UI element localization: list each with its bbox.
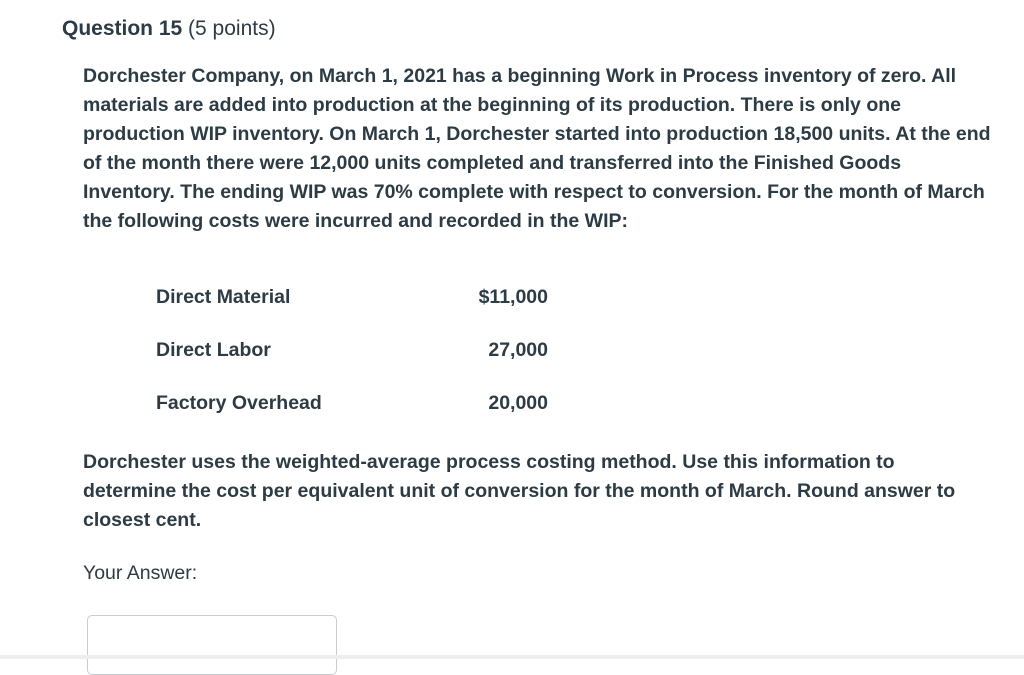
question-title: Question 15 — [62, 17, 183, 40]
question-points: (5 points) — [188, 17, 276, 40]
cost-value: 27,000 — [488, 339, 548, 361]
cost-label: Factory Overhead — [156, 392, 322, 414]
question-header — [62, 14, 276, 44]
cost-row-direct-labor — [156, 339, 556, 392]
cost-label: Direct Material — [156, 286, 291, 308]
question-body-text: Dorchester Company, on March 1, 2021 has a beginning Work in Process inventory of zero. All materials are added into production at the beginning of its production. There is only one production WIP inventory. On March 1, Dorchester started into production 18,500 units. At the end of the month there were 12,000 units completed and transferred into the Finished Goods Inventory. The ending WIP was 70% complete with respect to conversion. For the month of March the following costs were incurred and recorded in the WIP: — [83, 65, 991, 232]
answer-label: Your Answer: — [83, 562, 198, 584]
cost-value: $11,000 — [478, 286, 548, 308]
cost-table — [156, 286, 556, 445]
page-bottom-edge — [0, 655, 1024, 659]
question-followup-text: Dorchester uses the weighted-average process costing method. Use this information to determine the cost per equivalent unit of conversion for the month of March. Round answer to closest cent. — [83, 451, 956, 531]
cost-row-direct-material — [156, 286, 556, 339]
cost-row-factory-overhead — [156, 392, 556, 445]
cost-label: Direct Labor — [156, 339, 271, 361]
answer-input[interactable] — [87, 615, 337, 675]
cost-value: 20,000 — [488, 392, 548, 414]
